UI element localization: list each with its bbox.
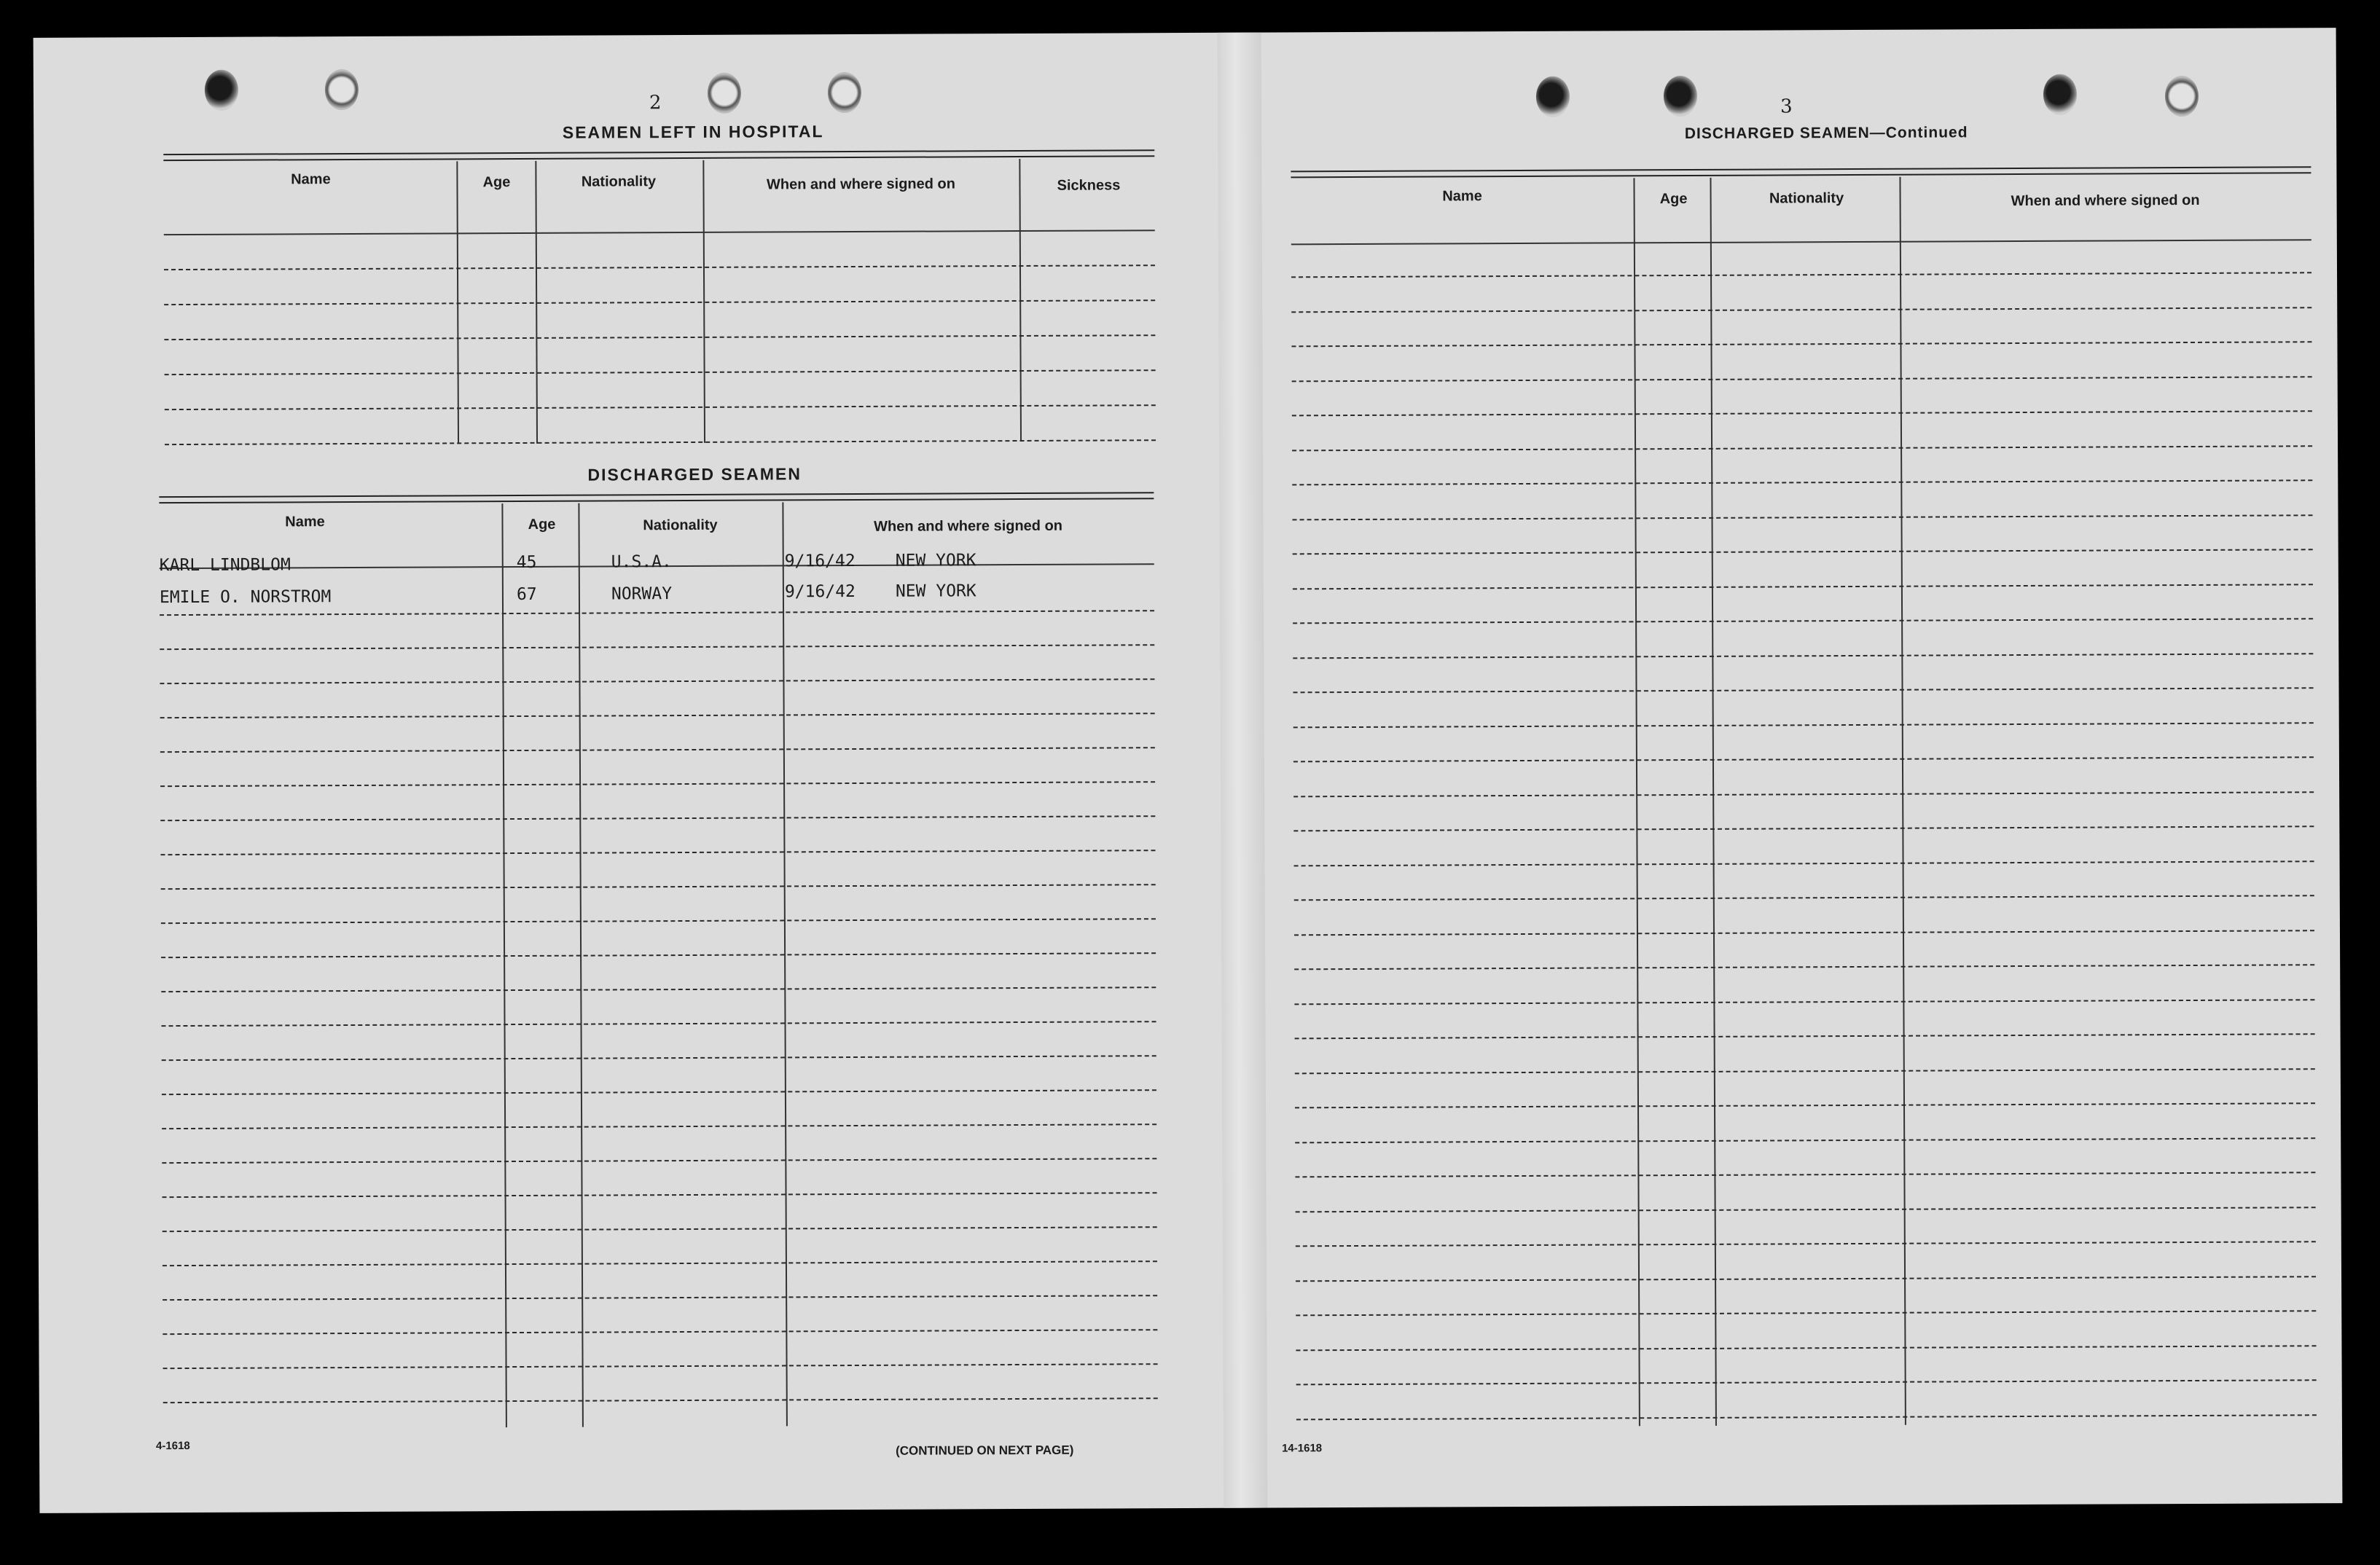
row-rule (1293, 549, 2313, 554)
row-rule (1295, 1033, 2315, 1039)
row-rule (160, 850, 1155, 855)
header-rule (1291, 239, 2312, 245)
row-rule (1294, 930, 2314, 936)
row-rule (161, 884, 1156, 890)
row-rule (160, 678, 1154, 684)
seaman-name: EMILE O. NORSTROM (159, 587, 332, 608)
row-rule (1296, 1414, 2317, 1420)
row-rule (1296, 1276, 2316, 1282)
row-rule (164, 334, 1155, 340)
discharged-title: DISCHARGED SEAMEN (587, 464, 802, 485)
seaman-age: 45 (516, 552, 537, 573)
punch-hole (828, 72, 861, 113)
column-header-age: Age (1659, 191, 1688, 208)
row-rule (165, 439, 1156, 445)
punch-hole (1536, 77, 1570, 117)
hospital-title: SEAMEN LEFT IN HOSPITAL (562, 122, 824, 142)
row-rule (1292, 445, 2312, 451)
row-rule (1294, 964, 2314, 970)
row-rule (1295, 1172, 2315, 1177)
column-header-sickness: Sickness (1057, 177, 1121, 194)
row-rule (160, 713, 1155, 718)
punch-hole (325, 69, 359, 110)
row-rule (1293, 825, 2314, 831)
row-rule (1293, 687, 2314, 693)
row-rule (164, 299, 1155, 305)
column-header-signed-on: When and where signed on (2011, 192, 2200, 210)
punch-hole (205, 70, 238, 111)
row-rule (1296, 1345, 2316, 1351)
column-header-signed-on: When and where signed on (874, 517, 1063, 535)
row-rule (1296, 1207, 2316, 1212)
row-rule (160, 815, 1155, 821)
row-rule (1294, 999, 2314, 1005)
table-top-rule (163, 149, 1154, 161)
discharged-table (34, 28, 2336, 38)
row-rule (1296, 1379, 2317, 1385)
row-rule (1294, 895, 2314, 901)
column-divider (501, 503, 507, 1427)
punch-hole (708, 73, 741, 114)
row-rule (165, 404, 1156, 410)
seaman-nationality: U.S.A. (611, 552, 672, 572)
seaman-nationality: NORWAY (611, 584, 673, 604)
form-number: 14-1618 (1282, 1442, 1323, 1455)
row-rule (1293, 722, 2314, 728)
table-top-rule (1291, 166, 2311, 178)
row-rule (1295, 1068, 2315, 1074)
signed-on-place: NEW YORK (895, 551, 976, 570)
row-rule (162, 1158, 1156, 1164)
row-rule (165, 369, 1156, 375)
row-rule (1291, 341, 2312, 347)
column-header-signed-on: When and where signed on (766, 176, 955, 193)
column-header-name: Name (285, 514, 325, 530)
signed-on-date: 9/16/42 (784, 551, 856, 571)
row-rule (164, 264, 1155, 270)
column-header-name: Name (291, 171, 331, 188)
row-rule (1291, 272, 2312, 278)
row-rule (162, 1021, 1156, 1027)
row-rule (163, 1192, 1157, 1198)
punch-hole (2043, 74, 2077, 115)
row-rule (161, 952, 1156, 958)
row-rule (160, 610, 1154, 616)
row-rule (161, 918, 1156, 924)
row-rule (160, 747, 1155, 753)
row-rule (1293, 584, 2313, 589)
column-header-age: Age (528, 516, 556, 533)
row-rule (160, 781, 1155, 787)
row-rule (163, 1295, 1157, 1301)
row-rule (1292, 479, 2312, 485)
row-rule (160, 644, 1154, 650)
column-divider (1899, 177, 1906, 1425)
row-rule (162, 1123, 1156, 1129)
discharged-continued-table (34, 28, 2336, 38)
form-number: 4-1618 (155, 1439, 190, 1453)
row-rule (1293, 618, 2313, 624)
column-divider (1710, 178, 1716, 1426)
table-top-rule (159, 492, 1154, 503)
row-rule (1296, 1241, 2316, 1247)
column-header-nationality: Nationality (1769, 190, 1844, 207)
column-divider (782, 502, 788, 1426)
seaman-name: KARL LINDBLOM (159, 555, 291, 576)
row-rule (1292, 410, 2312, 416)
row-rule (1293, 653, 2313, 659)
punch-hole (1664, 76, 1697, 117)
row-rule (1295, 1102, 2315, 1108)
row-rule (1296, 1310, 2316, 1316)
row-rule (161, 987, 1156, 992)
discharged-continued-title: DISCHARGED SEAMEN—Continued (1684, 124, 1968, 143)
column-header-nationality: Nationality (581, 173, 657, 190)
row-rule (1295, 1137, 2315, 1143)
row-rule (163, 1363, 1158, 1369)
row-rule (163, 1329, 1157, 1335)
signed-on-date: 9/16/42 (784, 581, 856, 602)
punch-hole (2165, 76, 2199, 117)
seaman-age: 67 (516, 584, 537, 605)
row-rule (1293, 756, 2314, 762)
page-number: 3 (1780, 95, 1793, 118)
row-rule (1291, 307, 2312, 313)
continued-note: (CONTINUED ON NEXT PAGE) (896, 1443, 1074, 1458)
column-header-age: Age (482, 174, 511, 191)
column-divider (578, 503, 584, 1427)
page-fold (1218, 33, 1268, 1508)
page-number: 2 (649, 92, 662, 114)
column-header-name: Name (1442, 188, 1482, 205)
row-rule (163, 1226, 1157, 1232)
row-rule (163, 1260, 1157, 1266)
row-rule (1292, 514, 2312, 520)
row-rule (162, 1089, 1156, 1095)
row-rule (1292, 376, 2312, 382)
column-header-nationality: Nationality (643, 517, 718, 534)
row-rule (163, 1397, 1158, 1403)
header-rule (164, 230, 1155, 235)
signed-on-place: NEW YORK (895, 581, 976, 601)
hospital-table (34, 28, 2336, 38)
row-rule (1293, 791, 2314, 797)
row-rule (162, 1055, 1156, 1061)
row-rule (1294, 860, 2314, 866)
column-divider (1633, 178, 1640, 1426)
ledger-sheet (34, 28, 2343, 1513)
